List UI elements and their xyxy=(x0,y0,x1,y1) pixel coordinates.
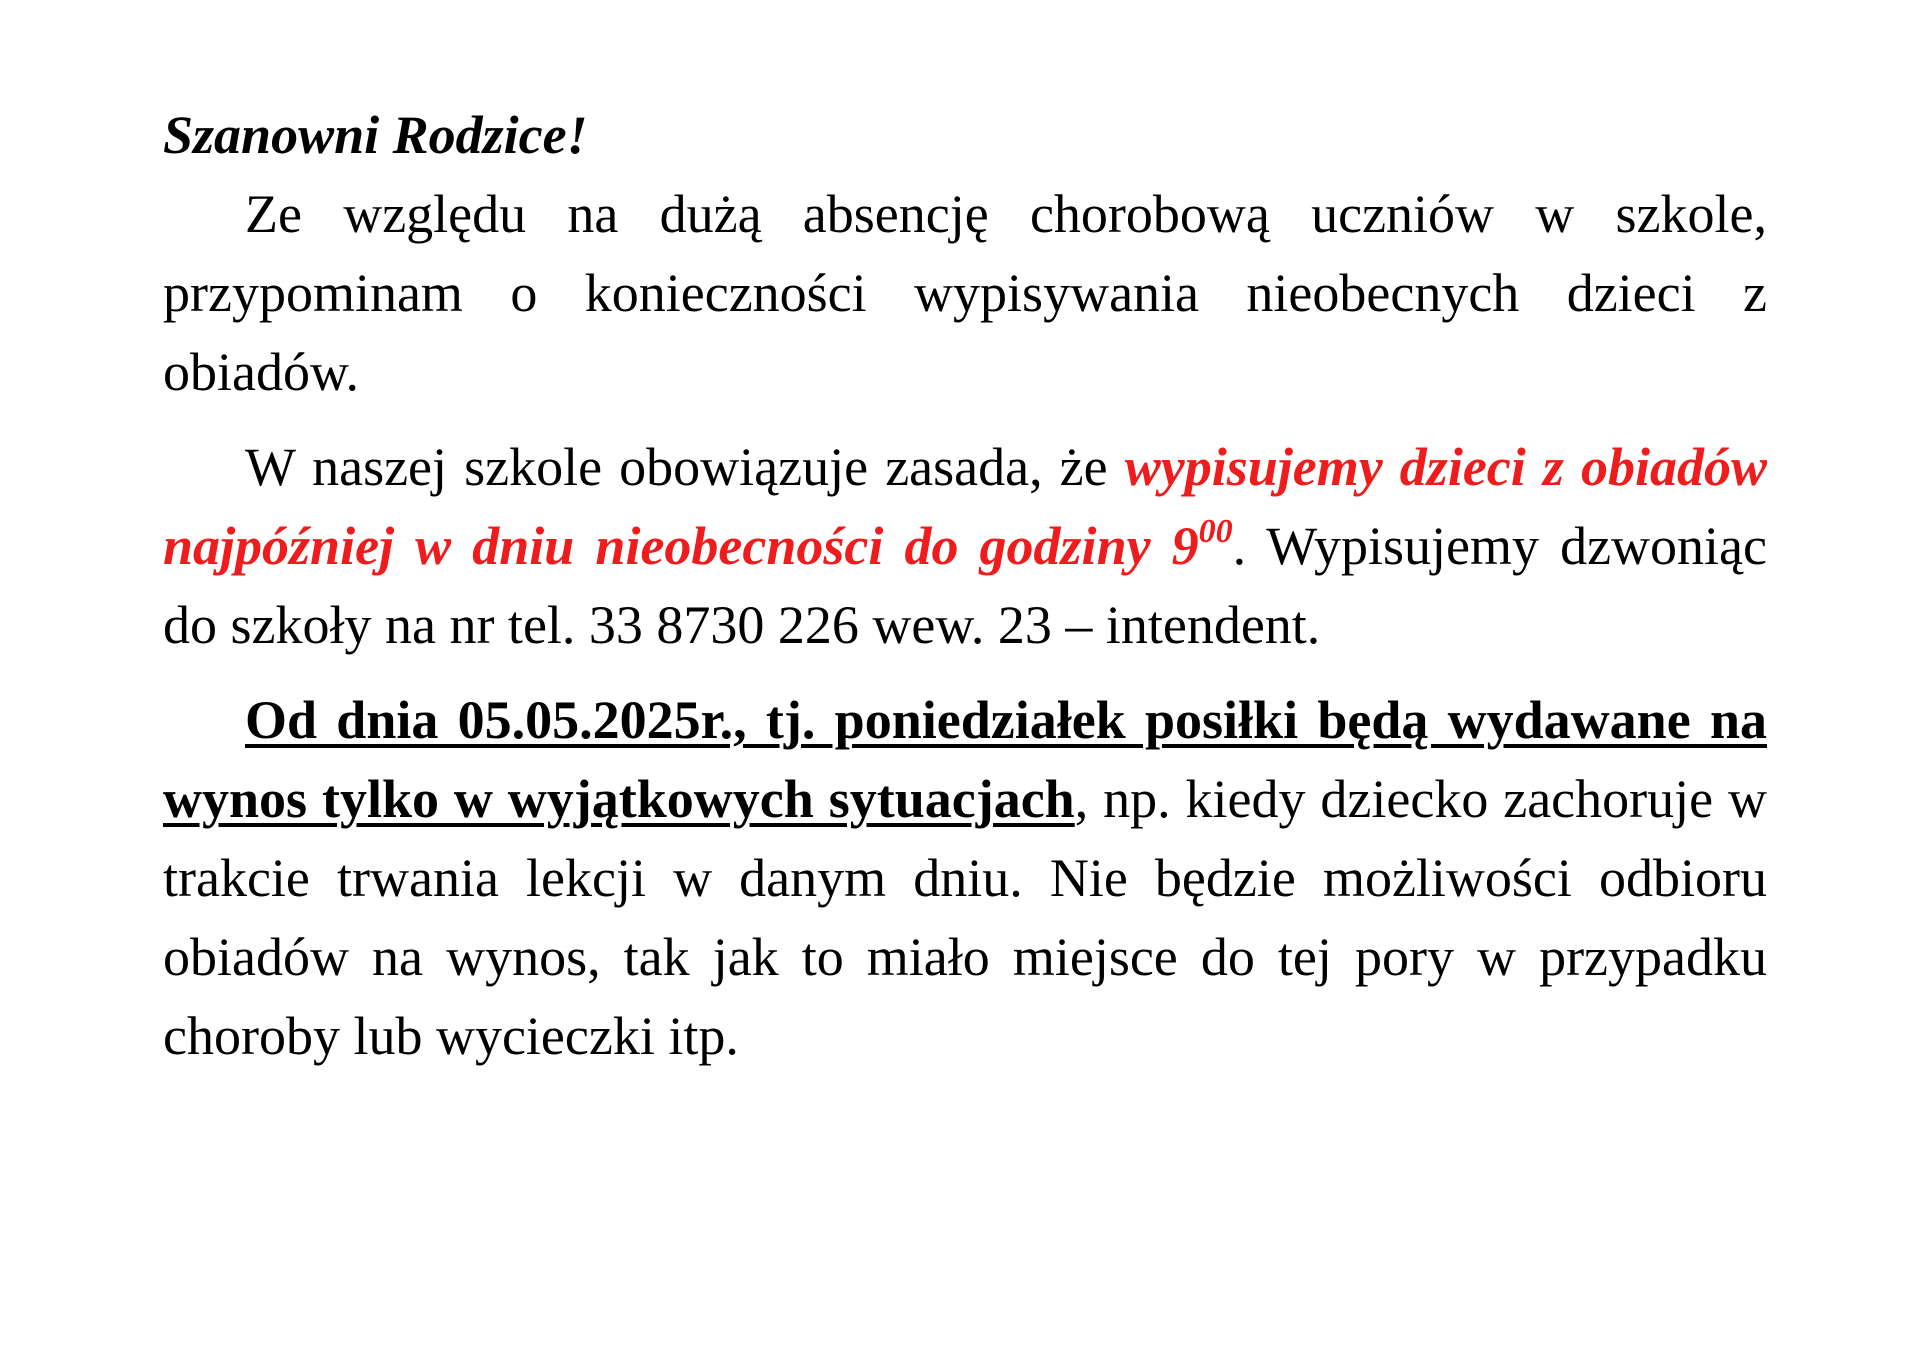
takeaway-policy-rest: , np. kiedy dziecko zachoruje w trakcie trwania lekcji w danym dniu. Nie będzie możliwości odbioru obiadów na wynos, tak jak to miało miejsce do tej pory w przypadku choroby lub wycieczki itp. xyxy=(163,769,1768,1066)
paragraph-absence-text: Ze względu na dużą absencję chorobową uczniów w szkole, przypominam o konieczności wypisywania nieobecnych dzieci z obiadów. xyxy=(163,184,1767,402)
deadline-superscript: 00 xyxy=(1198,513,1233,550)
takeaway-policy-emphasis: Od dnia 05.05.2025r., tj. poniedziałek posiłki będą wydawane na wynos tylko w wyjątkowych sytuacjach xyxy=(163,690,1767,829)
phone-contact-text: Wypisujemy dzwoniąc do szkoły na nr tel. 33 8730 226 wew. 23 – intendent. xyxy=(163,516,1767,655)
paragraph-cancellation-rule xyxy=(163,428,1767,665)
rule-lead-text: W naszej szkole obowiązuje zasada, że xyxy=(245,437,1125,497)
deadline-text: wypisujemy dzieci z obiadów najpóźniej w dniu nieobecności do godziny 9 xyxy=(163,437,1767,576)
paragraph-absence-reminder xyxy=(163,175,1767,412)
paragraph-takeaway-policy xyxy=(163,681,1767,1076)
notice-document xyxy=(163,96,1767,1076)
greeting: Szanowni Rodzice! xyxy=(163,105,588,165)
rule-after-highlight: . xyxy=(1232,516,1247,576)
